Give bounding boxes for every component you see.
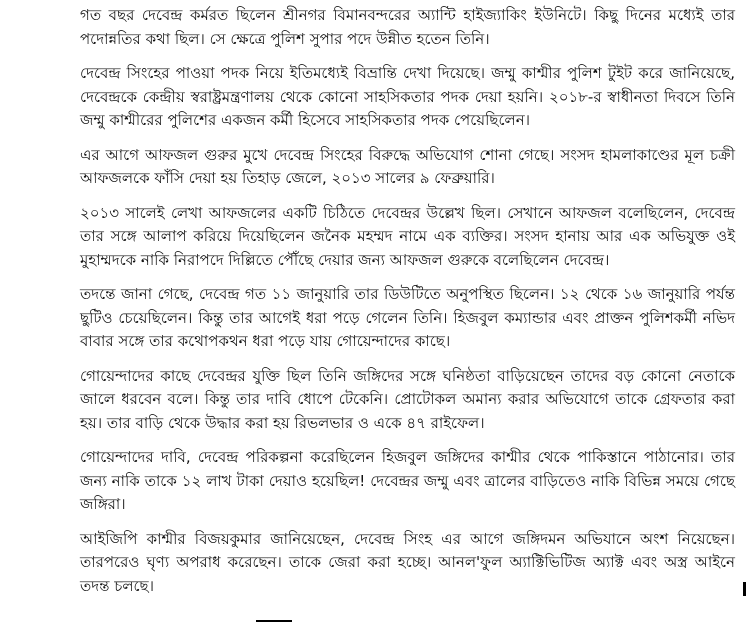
paragraph-6: গোয়েন্দাদের কাছে দেবেন্দ্রর যুক্তি ছিল তিনি জঙ্গিদের সঙ্গে ঘনিষ্ঠতা বাড়িয়েছেন তাদের বড় কোনো নেতাকে জালে ধরবেন বলে। কিন্তু তার দাবি ধোপে টেকেনি। প্রোটোকল অমান্য করার অভিযোগে তাকে গ্রেফতার করা হয়। তার বাড়ি থেকে উদ্ধার করা হয় রিভলভার ও একে ৪৭ রাইফেল। [80, 366, 735, 432]
paragraph-7: গোয়েন্দাদের দাবি, দেবেন্দ্র পরিকল্পনা করেছিলেন হিজবুল জঙ্গিদের কাশ্মীর থেকে পাকিস্তানে পাঠানোর। তার জন্য নাকি তাকে ১২ লাখ টাকা দেয়াও হয়েছিল! দেবেন্দ্রর জম্মু এবং ত্রালের বাড়িতেও নাকি বিভিন্ন সময়ে গেছে জঙ্গিরা। [80, 448, 735, 513]
paragraph-8: আইজিপি কাশ্মীর বিজয়কুমার জানিয়েছেন, দেবেন্দ্র সিংহ এর আগে জঙ্গিদমন অভিযানে অংশ নিয়েছেন। তারপরেও ঘৃণ্য অপরাধ করেছেন। তাকে জেরা করা হচ্ছে। আনল'ফুল অ্যাক্টিভিটিজ অ্যাক্ট এবং অস্ত্র আইনে তদন্ত চলছে। [80, 529, 735, 595]
scrollbar-marker [743, 582, 746, 596]
paragraph-4: ২০১৩ সালেই লেখা আফজলের একটি চিঠিতে দেবেন্দ্রর উল্লেখ ছিল। সেখানে আফজল বলেছিলেন, দেবেন্দ্র তার সঙ্গে আলাপ করিয়ে দিয়েছিলেন জনৈক মহম্মদ নামে এক ব্যক্তির। সংসদ হানায় আর এক অভিযুক্ত ওই মুহাম্মদকে নাকি নিরাপদে দিল্লিতে পৌঁছে দেয়ার জন্য আফজল গুরুকে বলেছিলেন দেবেন্দ্র। [80, 203, 735, 269]
divider-line [256, 620, 292, 622]
article-body [80, 4, 735, 609]
paragraph-5: তদন্তে জানা গেছে, দেবেন্দ্র গত ১১ জানুয়ারি তার ডিউটিতে অনুপস্থিত ছিলেন। ১২ থেকে ১৬ জানুয়ারি পর্যন্ত ছুটিও চেয়েছিলেন। কিন্তু তার আগেই ধরা পড়ে গেলেন তিনি। হিজবুল কম্যান্ডার এবং প্রাক্তন পুলিশকর্মী নভিদ বাবার সঙ্গে তার কথোপকথন ধরা পড়ে যায় গোয়েন্দাদের কাছে। [80, 285, 735, 350]
paragraph-2: দেবেন্দ্র সিংহের পাওয়া পদক নিয়ে ইতিমধ্যেই বিভ্রান্তি দেখা দিয়েছে। জম্মু কাশ্মীর পুলিশ টুইট করে জানিয়েছে, দেবেন্দ্রকে কেন্দ্রীয় স্বরাষ্ট্রমন্ত্রণালয় থেকে কোনো সাহসিকতার পদক দেয়া হয়নি। ২০১৮-র স্বাধীনতা দিবসে তিনি জম্মু কাশ্মীরের পুলিশের একজন কর্মী হিসেবে সাহসিকতার পদক পেয়েছিলেন। [80, 64, 735, 129]
paragraph-3: এর আগে আফজল গুরুর মুখে দেবেন্দ্র সিংহের বিরুদ্ধে অভিযোগ শোনা গেছে। সংসদ হামলাকাণ্ডের মূল চক্রী আফজলকে ফাঁসি দেয়া হয় তিহাড় জেলে, ২০১৩ সালের ৯ ফেব্রুয়ারি। [80, 145, 735, 187]
paragraph-1: গত বছর দেবেন্দ্র কর্মরত ছিলেন শ্রীনগর বিমানবন্দরের অ্যান্টি হাইজ্যাকিং ইউনিটে। কিছু দিনের মধ্যেই তার পদোন্নতির কথা ছিল। সে ক্ষেত্রে পুলিশ সুপার পদে উন্নীত হতেন তিনি। [80, 6, 735, 48]
